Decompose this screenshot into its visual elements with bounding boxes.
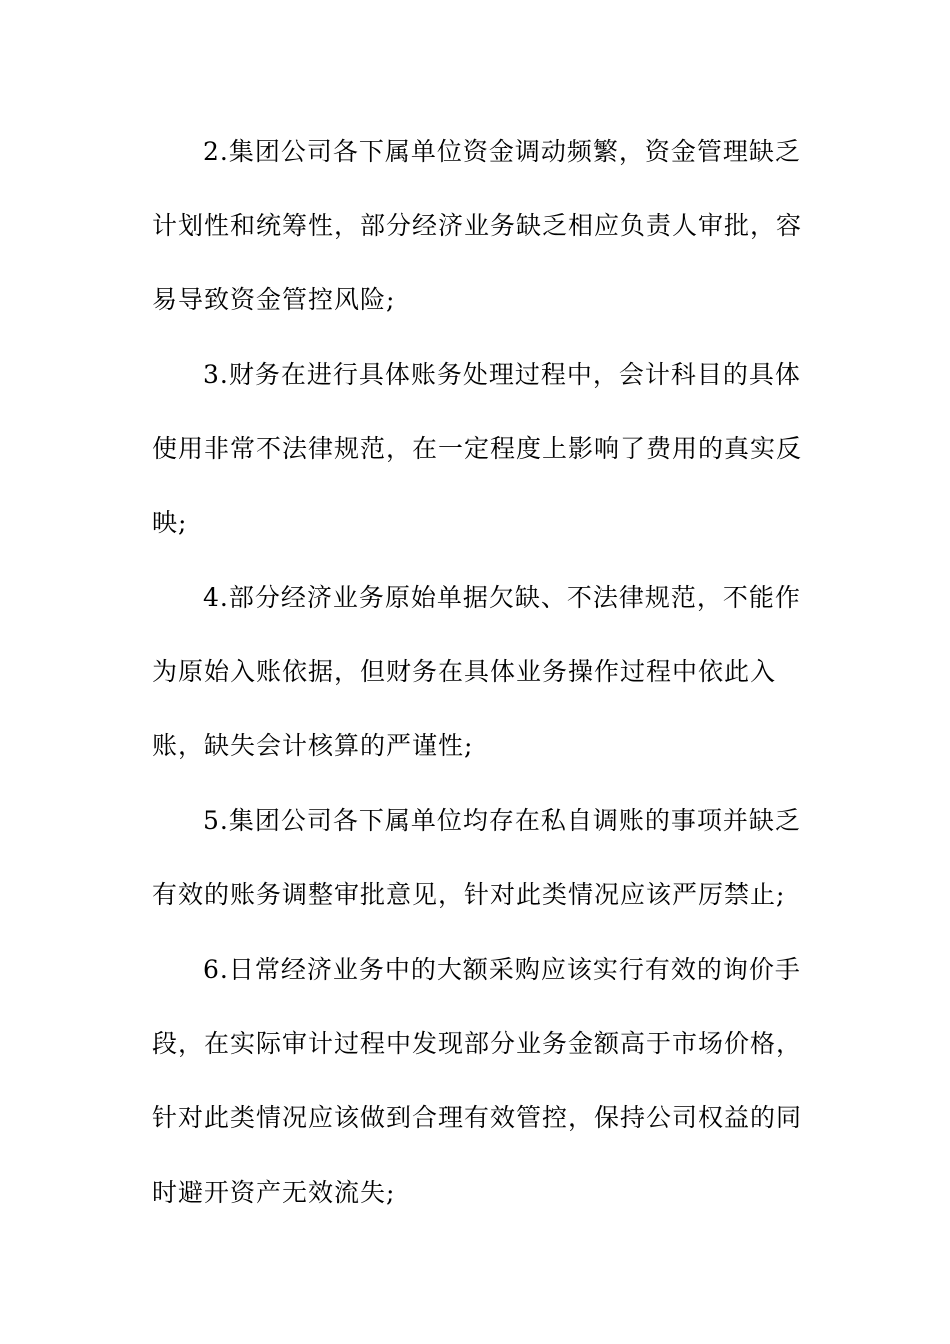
paragraph-6-line-2: 段，在实际审计过程中发现部分业务金额高于市场价格， bbox=[152, 1029, 803, 1058]
paragraph-5-line-2: 有效的账务调整审批意见，针对此类情况应该严厉禁止; bbox=[152, 880, 786, 909]
paragraph-4-line-3: 账，缺失会计核算的严谨性; bbox=[152, 731, 474, 760]
paragraph-3-line-1: 3.财务在进行具体账务处理过程中，会计科目的具体 bbox=[203, 360, 801, 389]
paragraph-2-line-1: 2.集团公司各下属单位资金调动频繁，资金管理缺乏 bbox=[203, 137, 801, 166]
paragraph-3-line-2: 使用非常不法律规范，在一定程度上影响了费用的真实反 bbox=[152, 434, 803, 463]
paragraph-3-line-3: 映; bbox=[152, 508, 188, 537]
paragraph-6-line-4: 时避开资产无效流失; bbox=[152, 1178, 396, 1207]
paragraph-6-line-1: 6.日常经济业务中的大额采购应该实行有效的询价手 bbox=[203, 955, 801, 984]
paragraph-2-line-2: 计划性和统筹性，部分经济业务缺乏相应负责人审批，容 bbox=[152, 211, 803, 240]
paragraph-4-line-1: 4.部分经济业务原始单据欠缺、不法律规范，不能作 bbox=[203, 583, 801, 612]
paragraph-4-line-2: 为原始入账依据，但财务在具体业务操作过程中依此入 bbox=[152, 657, 777, 686]
paragraph-6-line-3: 针对此类情况应该做到合理有效管控，保持公司权益的同 bbox=[152, 1103, 803, 1132]
paragraph-2-line-3: 易导致资金管控风险; bbox=[152, 285, 396, 314]
paragraph-5-line-1: 5.集团公司各下属单位均存在私自调账的事项并缺乏 bbox=[203, 806, 801, 835]
